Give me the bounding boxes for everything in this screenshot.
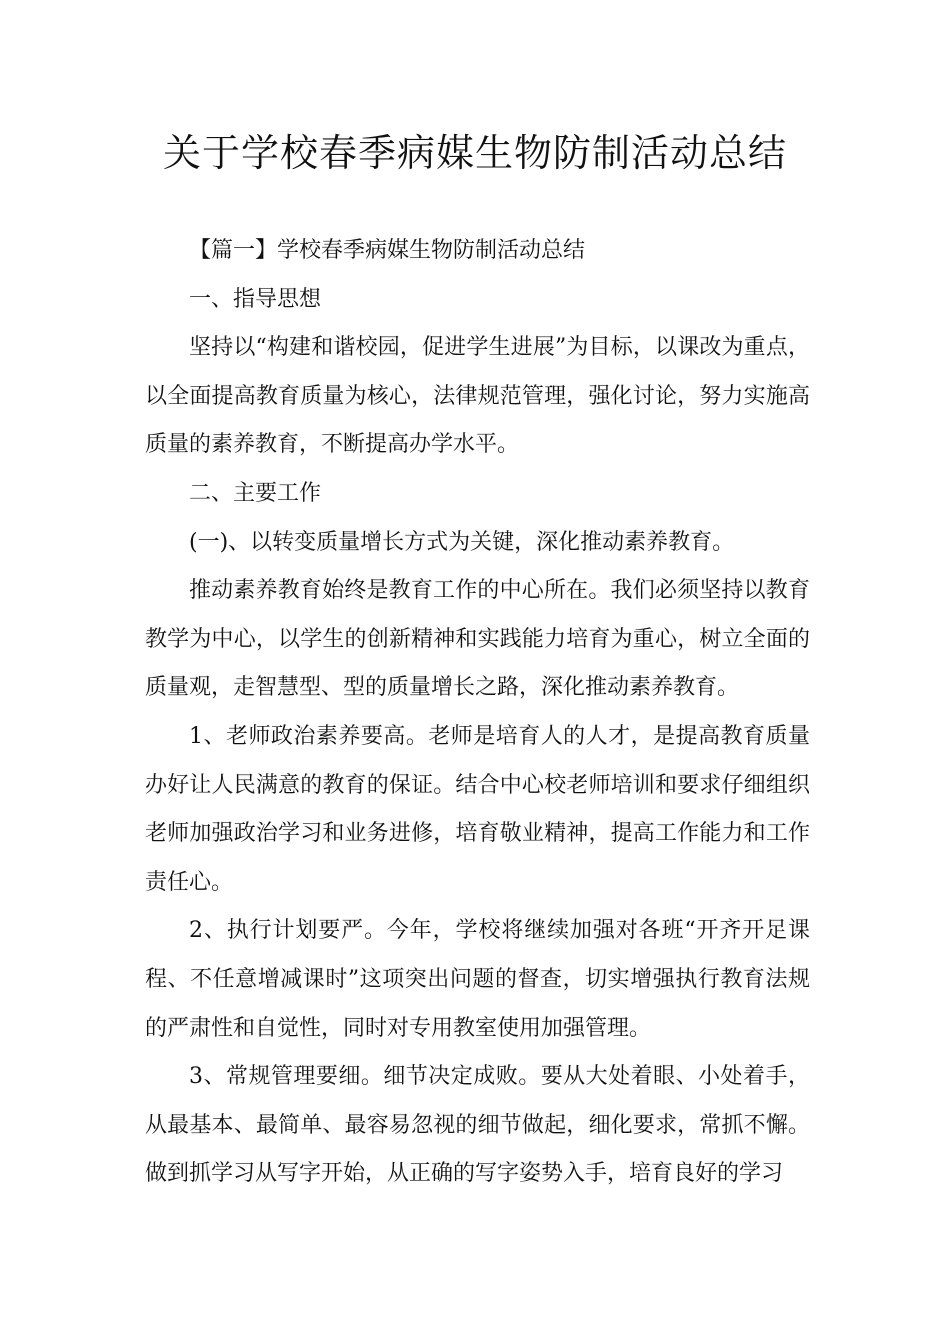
- paragraph-quality-education: 推动素养教育始终是教育工作的中心所在。我们必须坚持以教育教学为中心，以学生的创新精神和实践能力培育为重心，树立全面的质量观，走智慧型、型的质量增长之路，深化推动素养教育。: [145, 578, 810, 701]
- paragraph-item-1: 1、老师政治素养要高。老师是培育人的人才，是提高教育质量办好让人民满意的教育的保证。结合中心校老师培训和要求仔细组织老师加强政治学习和业务进修，培育敬业精神，提高工作能力和工作责任心。: [145, 723, 810, 895]
- document-body: [145, 227, 810, 1199]
- section-heading-guiding-thought: 一、指导思想: [189, 286, 322, 312]
- paragraph-guiding-thought: 坚持以“构建和谐校园，促进学生进展”为目标，以课改为重点，以全面提高教育质量为核心，法律规范管理，强化讨论，努力实施高质量的素养教育，不断提高办学水平。: [145, 335, 810, 458]
- document-title: 关于学校春季病媒生物防制活动总结: [162, 131, 787, 175]
- section-heading-main-work: 二、主要工作: [189, 480, 322, 506]
- paragraph-item-3: 3、常规管理要细。细节决定成败。要从大处着眼、小处着手，从最基本、最简单、最容易忽视的细节做起，细化要求，常抓不懈。做到抓学习从写字开始，从正确的写字姿势入手，培育良好的学习: [145, 1064, 810, 1187]
- paragraph-item-2: 2、执行计划要严。今年，学校将继续加强对各班“开齐开足课程、不任意增减课时”这项突出问题的督查，切实增强执行教育法规的严肃性和自觉性，同时对专用教室使用加强管理。: [145, 918, 810, 1041]
- subsection-heading-one: (一)、以转变质量增长方式为关键，深化推动素养教育。: [189, 529, 735, 555]
- section-heading-part-one: 【篇一】学校春季病媒生物防制活动总结: [189, 238, 586, 263]
